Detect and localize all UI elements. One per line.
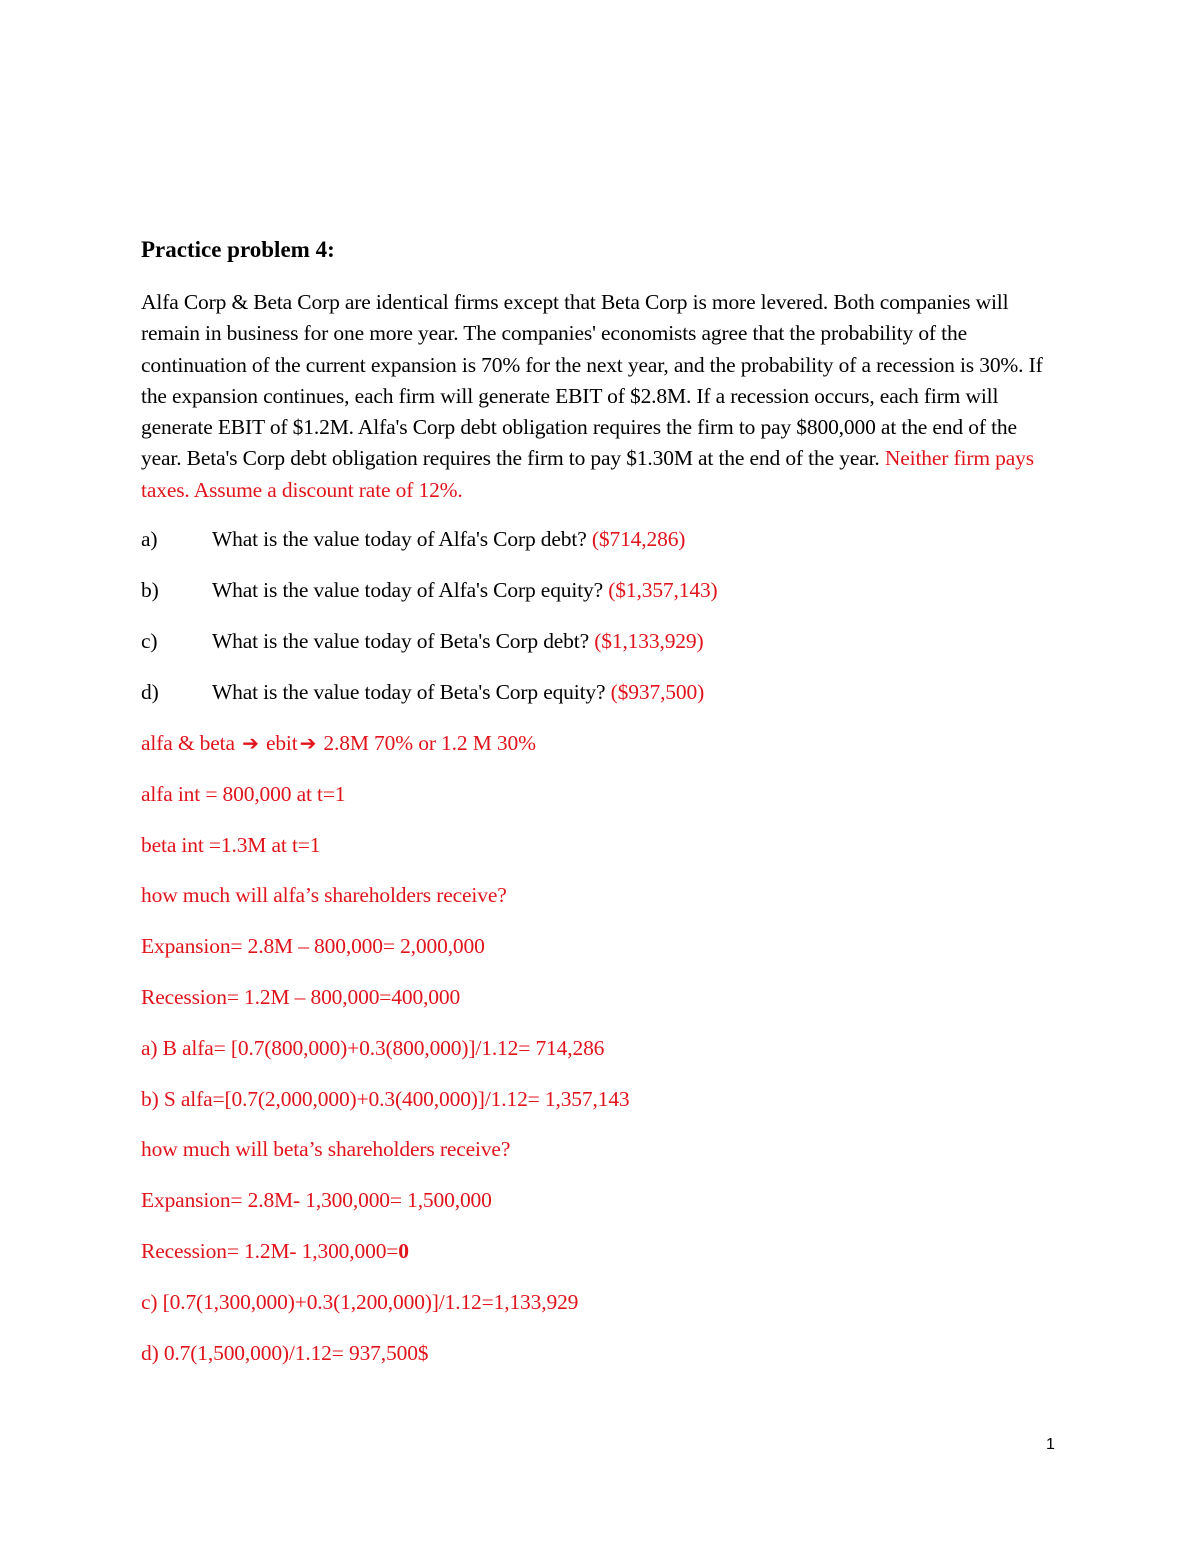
question-text-wrap (212, 678, 704, 706)
solution-line-beta-recession (141, 1237, 1061, 1265)
problem-assumptions: Neither firm pays taxes. Assume a discount rate of 12%. (141, 446, 1034, 502)
solution-line-c: c) [0.7(1,300,000)+0.3(1,200,000)]/1.12=1,133,929 (141, 1289, 579, 1314)
problem-statement-text: Alfa Corp & Beta Corp are identical firms except that Beta Corp is more levered. Both companies will remain in business for one more year. The companies' economists agree that the probability of the continuation of the current expansion is 70% for the next year, and the probability of a recession is 30%. If the expansion continues, each firm will generate EBIT of $2.8M. If a recession occurs, each firm will generate EBIT of $1.2M. Alfa's Corp debt obligation requires the firm to pay $800,000 at the end of the year. Beta's Corp debt obligation requires the firm to pay $1.30M at the end of the year. (141, 290, 1043, 471)
question-answer: ($1,357,143) (608, 578, 718, 603)
question-a (141, 525, 1061, 553)
question-text-wrap (212, 525, 685, 553)
question-text: What is the value today of Alfa's Corp debt? (212, 527, 587, 552)
solution-line-alfa-question: how much will alfa’s shareholders receive? (141, 883, 507, 908)
solution-text: ebit (265, 731, 298, 756)
question-b (141, 576, 1061, 604)
solution-line-alfa-expansion: Expansion= 2.8M – 800,000= 2,000,000 (141, 934, 485, 959)
right-arrow-icon: ➔ (299, 731, 317, 756)
question-text-wrap (212, 576, 718, 604)
question-text: What is the value today of Beta's Corp equity? (212, 680, 606, 705)
solution-line-beta-expansion: Expansion= 2.8M- 1,300,000= 1,500,000 (141, 1188, 492, 1213)
solution-bold-value: 0 (398, 1239, 409, 1264)
page-title: Practice problem 4: (141, 237, 335, 262)
question-letter: c) (141, 629, 158, 654)
question-answer: ($714,286) (591, 527, 686, 552)
solution-line-beta-int: beta int =1.3M at t=1 (141, 832, 321, 857)
question-answer: ($1,133,929) (594, 629, 704, 654)
document-page (141, 236, 1061, 1389)
question-d (141, 678, 1061, 706)
solution-line-beta-question: how much will beta’s shareholders receive? (141, 1137, 511, 1162)
solution-line-alfa-recession: Recession= 1.2M – 800,000=400,000 (141, 985, 461, 1010)
solution-line-a: a) B alfa= [0.7(800,000)+0.3(800,000)]/1.12= 714,286 (141, 1035, 605, 1060)
problem-statement (141, 287, 1061, 506)
solution-line-d: d) 0.7(1,500,000)/1.12= 937,500$ (141, 1340, 429, 1365)
question-answer: ($937,500) (610, 680, 705, 705)
solution-line-ebit (141, 729, 1061, 757)
question-letter: b) (141, 578, 159, 603)
solution-text: Recession= 1.2M- 1,300,000= (141, 1239, 399, 1264)
solution-text: alfa & beta (141, 731, 235, 756)
page-number: 1 (1046, 1436, 1055, 1453)
question-list (141, 525, 1061, 706)
solution-notes (141, 729, 1061, 1367)
solution-line-b: b) S alfa=[0.7(2,000,000)+0.3(400,000)]/1.12= 1,357,143 (141, 1086, 630, 1111)
question-letter: a) (141, 527, 158, 552)
question-text-wrap (212, 627, 704, 655)
solution-line-alfa-int: alfa int = 800,000 at t=1 (141, 781, 346, 806)
solution-text: 2.8M 70% or 1.2 M 30% (323, 731, 536, 756)
question-text: What is the value today of Beta's Corp debt? (212, 629, 589, 654)
right-arrow-icon: ➔ (242, 731, 259, 756)
question-text: What is the value today of Alfa's Corp equity? (212, 578, 604, 603)
question-letter: d) (141, 680, 159, 705)
question-c (141, 627, 1061, 655)
